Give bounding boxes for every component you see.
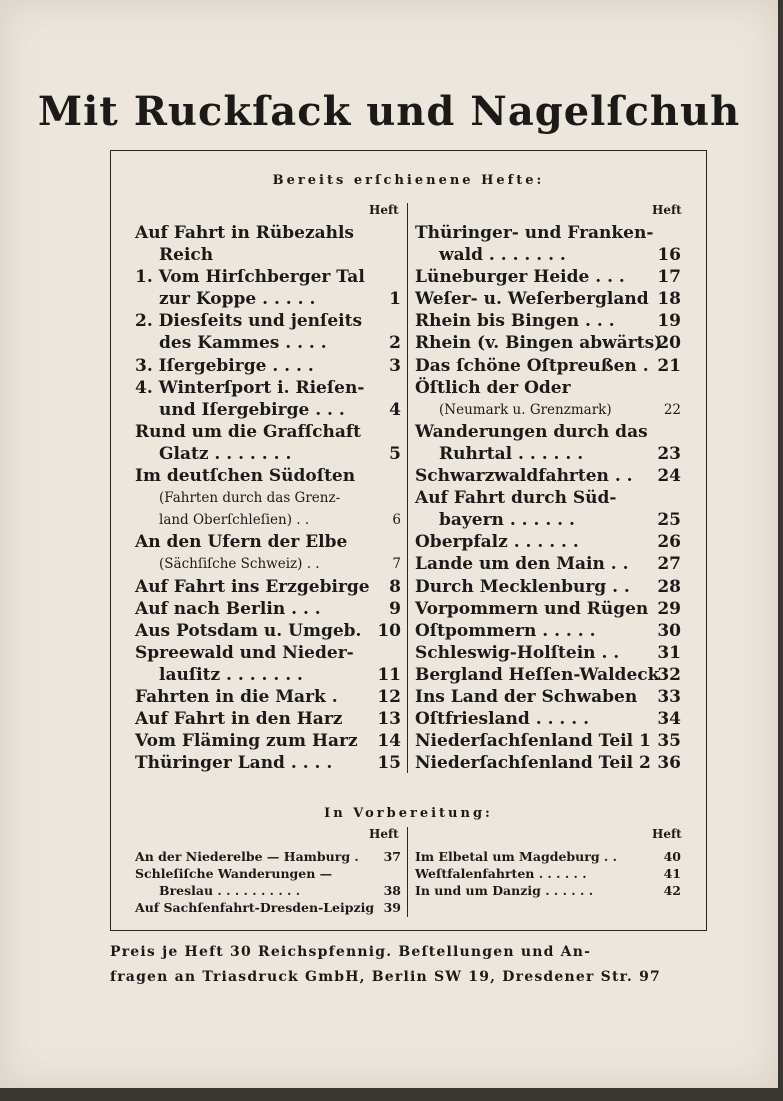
- list-item: [415, 882, 681, 899]
- list-item: [135, 865, 401, 882]
- booklet-title-line: zur Koppe . . . . .: [159, 289, 316, 310]
- preparation-right-column: [415, 848, 681, 899]
- booklet-number: 10: [377, 620, 401, 641]
- booklet-title-line: Thüringer Land . . . .: [135, 753, 333, 774]
- booklet-title-line: Rhein (v. Bingen abwärts): [415, 333, 663, 354]
- list-item: [415, 708, 681, 730]
- list-item: [415, 399, 681, 421]
- booklet-title-line: Niederſachſenland Teil 2: [415, 753, 651, 774]
- booklet-title-line: Breslau . . . . . . . . . .: [159, 883, 301, 898]
- list-item: [135, 310, 401, 332]
- booklet-number: 35: [657, 731, 681, 752]
- booklet-number: 23: [657, 443, 681, 464]
- list-item: [415, 553, 681, 575]
- booklet-number: 18: [657, 289, 681, 310]
- booklet-number: 33: [657, 686, 681, 707]
- list-item: [415, 730, 681, 752]
- booklet-title-line: Glatz . . . . . . .: [159, 443, 292, 464]
- booklet-number: 4: [389, 399, 401, 420]
- booklet-title-line: Reich: [159, 245, 214, 266]
- booklet-number: 42: [663, 883, 681, 898]
- column-divider-lower: [407, 827, 408, 917]
- booklet-title-line: Schleſiſche Wanderungen —: [135, 866, 333, 881]
- booklet-number: 28: [657, 576, 681, 597]
- booklet-title-line: des Kammes . . . .: [159, 333, 327, 354]
- list-item: [135, 465, 401, 487]
- booklet-number: 3: [389, 355, 401, 376]
- booklet-title-line: land Oberſchleſien) . .: [159, 512, 310, 529]
- list-item: [135, 399, 401, 421]
- list-item: [135, 882, 401, 899]
- list-item: [135, 642, 401, 664]
- booklet-title-line: Oſtpommern . . . . .: [415, 620, 596, 641]
- list-item: [415, 509, 681, 531]
- booklet-title-line: Aus Potsdam u. Umgeb.: [135, 620, 362, 641]
- booklet-number: 8: [389, 576, 401, 597]
- booklet-title-line: Im Elbetal um Magdeburg . .: [415, 849, 617, 864]
- booklet-number: 22: [663, 401, 681, 418]
- booklet-number: 12: [377, 686, 401, 707]
- preparation-heading: In Vorbereitung:: [324, 806, 493, 821]
- booklet-title-line: wald . . . . . . .: [439, 245, 566, 266]
- list-item: [135, 288, 401, 310]
- booklet-title-line: Schwarzwaldfahrten . .: [415, 466, 633, 487]
- booklet-title-line: (Neumark u. Grenzmark): [439, 401, 612, 418]
- list-item: [415, 310, 681, 332]
- footer-line-2: fragen an Triasdruck GmbH, Berlin SW 19, Dresdener Str. 97: [110, 969, 661, 985]
- list-item: [135, 377, 401, 399]
- published-heft-label-right: Heft: [652, 203, 682, 217]
- booklet-title-line: Vom Fläming zum Harz: [135, 731, 358, 752]
- list-item: [415, 642, 681, 664]
- booklet-number: 14: [377, 731, 401, 752]
- booklet-number: 19: [657, 311, 681, 332]
- list-item: [415, 355, 681, 377]
- list-item: [135, 443, 401, 465]
- published-right-column: [415, 222, 681, 774]
- list-item: [135, 509, 401, 531]
- booklet-title-line: Auf Fahrt ins Erzgebirge: [135, 576, 370, 597]
- booklet-title-line: (Fahrten durch das Grenz-: [159, 490, 341, 507]
- booklet-title-line: Lüneburger Heide . . .: [415, 267, 625, 288]
- booklet-title-line: Ruhrtal . . . . . .: [439, 443, 584, 464]
- booklet-number: 11: [377, 664, 401, 685]
- booklet-number: 37: [383, 849, 401, 864]
- booklet-title-line: bayern . . . . . .: [439, 510, 575, 531]
- booklet-title-line: Weſer- u. Weſerbergland: [415, 289, 649, 310]
- list-item: [415, 222, 681, 244]
- list-item: [135, 487, 401, 509]
- booklet-title-line: In und um Danzig . . . . . .: [415, 883, 594, 898]
- booklet-title-line: Niederſachſenland Teil 1: [415, 731, 651, 752]
- booklet-number: 39: [383, 900, 401, 915]
- booklet-number: 41: [663, 866, 681, 881]
- booklet-number: 7: [392, 556, 401, 573]
- booklet-title-line: Auf Fahrt durch Süd-: [415, 488, 617, 509]
- booklet-number: 13: [377, 709, 401, 730]
- preparation-heft-label-left: Heft: [369, 827, 399, 841]
- booklet-number: 17: [657, 267, 681, 288]
- list-item: [135, 553, 401, 575]
- booklet-title-line: Rhein bis Bingen . . .: [415, 311, 615, 332]
- page-title: Mit Ruckſack und Nagelſchuh: [37, 88, 741, 135]
- list-item: [135, 266, 401, 288]
- booklet-number: 21: [657, 355, 681, 376]
- booklet-title-line: 3. Iſergebirge . . . .: [135, 355, 314, 376]
- preparation-heft-label-right: Heft: [652, 827, 682, 841]
- booklet-number: 29: [657, 598, 681, 619]
- booklet-title-line: Oſtfriesland . . . . .: [415, 709, 589, 730]
- booklet-title-line: Spreewald und Nieder-: [135, 642, 354, 663]
- list-item: [415, 620, 681, 642]
- list-item: [415, 443, 681, 465]
- booklet-number: 2: [389, 333, 401, 354]
- list-item: [135, 708, 401, 730]
- booklet-title-line: Thüringer- und Franken-: [415, 223, 654, 243]
- list-item: [415, 865, 681, 882]
- list-item: [135, 899, 401, 916]
- booklet-title-line: An der Niederelbe — Hamburg .: [135, 849, 359, 864]
- list-item: [415, 576, 681, 598]
- column-divider: [407, 203, 408, 773]
- list-item: [135, 752, 401, 774]
- booklet-number: 27: [657, 554, 681, 575]
- footer-line-1: Preis je Heft 30 Reichspfennig. Beſtellungen und An-: [110, 944, 592, 960]
- booklet-title-line: Das ſchöne Oſtpreußen .: [415, 355, 649, 376]
- booklet-title-line: Lande um den Main . .: [415, 554, 629, 575]
- booklet-number: 5: [389, 443, 401, 464]
- booklet-number: 24: [657, 466, 681, 487]
- list-item: [415, 664, 681, 686]
- list-item: [415, 487, 681, 509]
- published-heft-label-left: Heft: [369, 203, 399, 217]
- list-item: [415, 465, 681, 487]
- booklet-title-line: Auf nach Berlin . . .: [135, 598, 321, 619]
- list-item: [415, 244, 681, 266]
- booklet-title-line: Fahrten in die Mark .: [135, 686, 338, 707]
- list-item: [135, 531, 401, 553]
- booklet-title-line: Im deutſchen Südoſten: [135, 466, 356, 487]
- booklet-number: 25: [657, 510, 681, 531]
- list-item: [135, 598, 401, 620]
- list-item: [415, 531, 681, 553]
- booklet-number: 16: [657, 245, 681, 266]
- list-item: [415, 752, 681, 774]
- published-left-column: [135, 222, 401, 774]
- booklet-title-line: (Sächſiſche Schweiz) . .: [159, 556, 320, 573]
- list-item: [135, 848, 401, 865]
- booklet-title-line: Auf Fahrt in den Harz: [135, 709, 343, 730]
- booklet-title-line: lauſitz . . . . . . .: [159, 664, 303, 685]
- booklet-title-line: Rund um die Grafſchaft: [135, 421, 362, 442]
- price-and-order-note: [110, 940, 710, 990]
- list-item: [135, 686, 401, 708]
- booklet-title-line: Auf Sachſenfahrt-Dresden-Leipzig: [135, 900, 375, 915]
- booklet-number: 9: [389, 598, 401, 619]
- booklet-title-line: Vorpommern und Rügen: [415, 598, 649, 619]
- booklet-title-line: Schleswig-Holſtein . .: [415, 642, 620, 663]
- booklet-title-line: Öſtlich der Oder: [415, 377, 571, 398]
- booklet-title-line: Auf Fahrt in Rübezahls: [135, 223, 355, 243]
- list-item: [415, 598, 681, 620]
- booklet-title-line: Weſtfalenfahrten . . . . . .: [415, 866, 587, 881]
- booklet-title-line: Wanderungen durch das: [415, 421, 648, 442]
- series-list-box: [110, 150, 707, 931]
- list-item: [135, 222, 401, 244]
- list-item: [135, 332, 401, 354]
- booklet-title-line: 2. Diesſeits und jenſeits: [135, 311, 363, 332]
- booklet-number: 30: [657, 620, 681, 641]
- booklet-title-line: Oberpfalz . . . . . .: [415, 532, 579, 553]
- list-item: [135, 620, 401, 642]
- booklet-title-line: 4. Winterſport i. Rieſen-: [135, 377, 365, 398]
- list-item: [135, 244, 401, 266]
- booklet-title-line: und Iſergebirge . . .: [159, 399, 345, 420]
- list-item: [415, 266, 681, 288]
- list-item: [415, 377, 681, 399]
- booklet-number: 40: [663, 849, 681, 864]
- list-item: [135, 576, 401, 598]
- booklet-title-line: 1. Vom Hirſchberger Tal: [135, 267, 365, 288]
- list-item: [135, 730, 401, 752]
- booklet-number: 6: [392, 512, 401, 529]
- booklet-number: 32: [657, 664, 681, 685]
- list-item: [135, 664, 401, 686]
- preparation-left-column: [135, 848, 401, 916]
- list-item: [135, 421, 401, 443]
- published-heading: Bereits erſchienene Hefte:: [272, 173, 545, 188]
- booklet-title-line: Ins Land der Schwaben: [415, 686, 638, 707]
- booklet-title-line: Bergland Heſſen-Waldeck: [415, 664, 660, 685]
- booklet-number: 15: [377, 753, 401, 774]
- booklet-number: 38: [383, 883, 401, 898]
- list-item: [415, 421, 681, 443]
- booklet-number: 20: [657, 333, 681, 354]
- list-item: [415, 332, 681, 354]
- list-item: [135, 355, 401, 377]
- booklet-number: 26: [657, 532, 681, 553]
- booklet-number: 1: [389, 289, 401, 310]
- booklet-number: 31: [657, 642, 681, 663]
- booklet-number: 34: [657, 709, 681, 730]
- booklet-title-line: Durch Mecklenburg . .: [415, 576, 630, 597]
- booklet-number: 36: [657, 753, 681, 774]
- list-item: [415, 686, 681, 708]
- list-item: [415, 288, 681, 310]
- list-item: [415, 848, 681, 865]
- booklet-title-line: An den Ufern der Elbe: [135, 532, 348, 553]
